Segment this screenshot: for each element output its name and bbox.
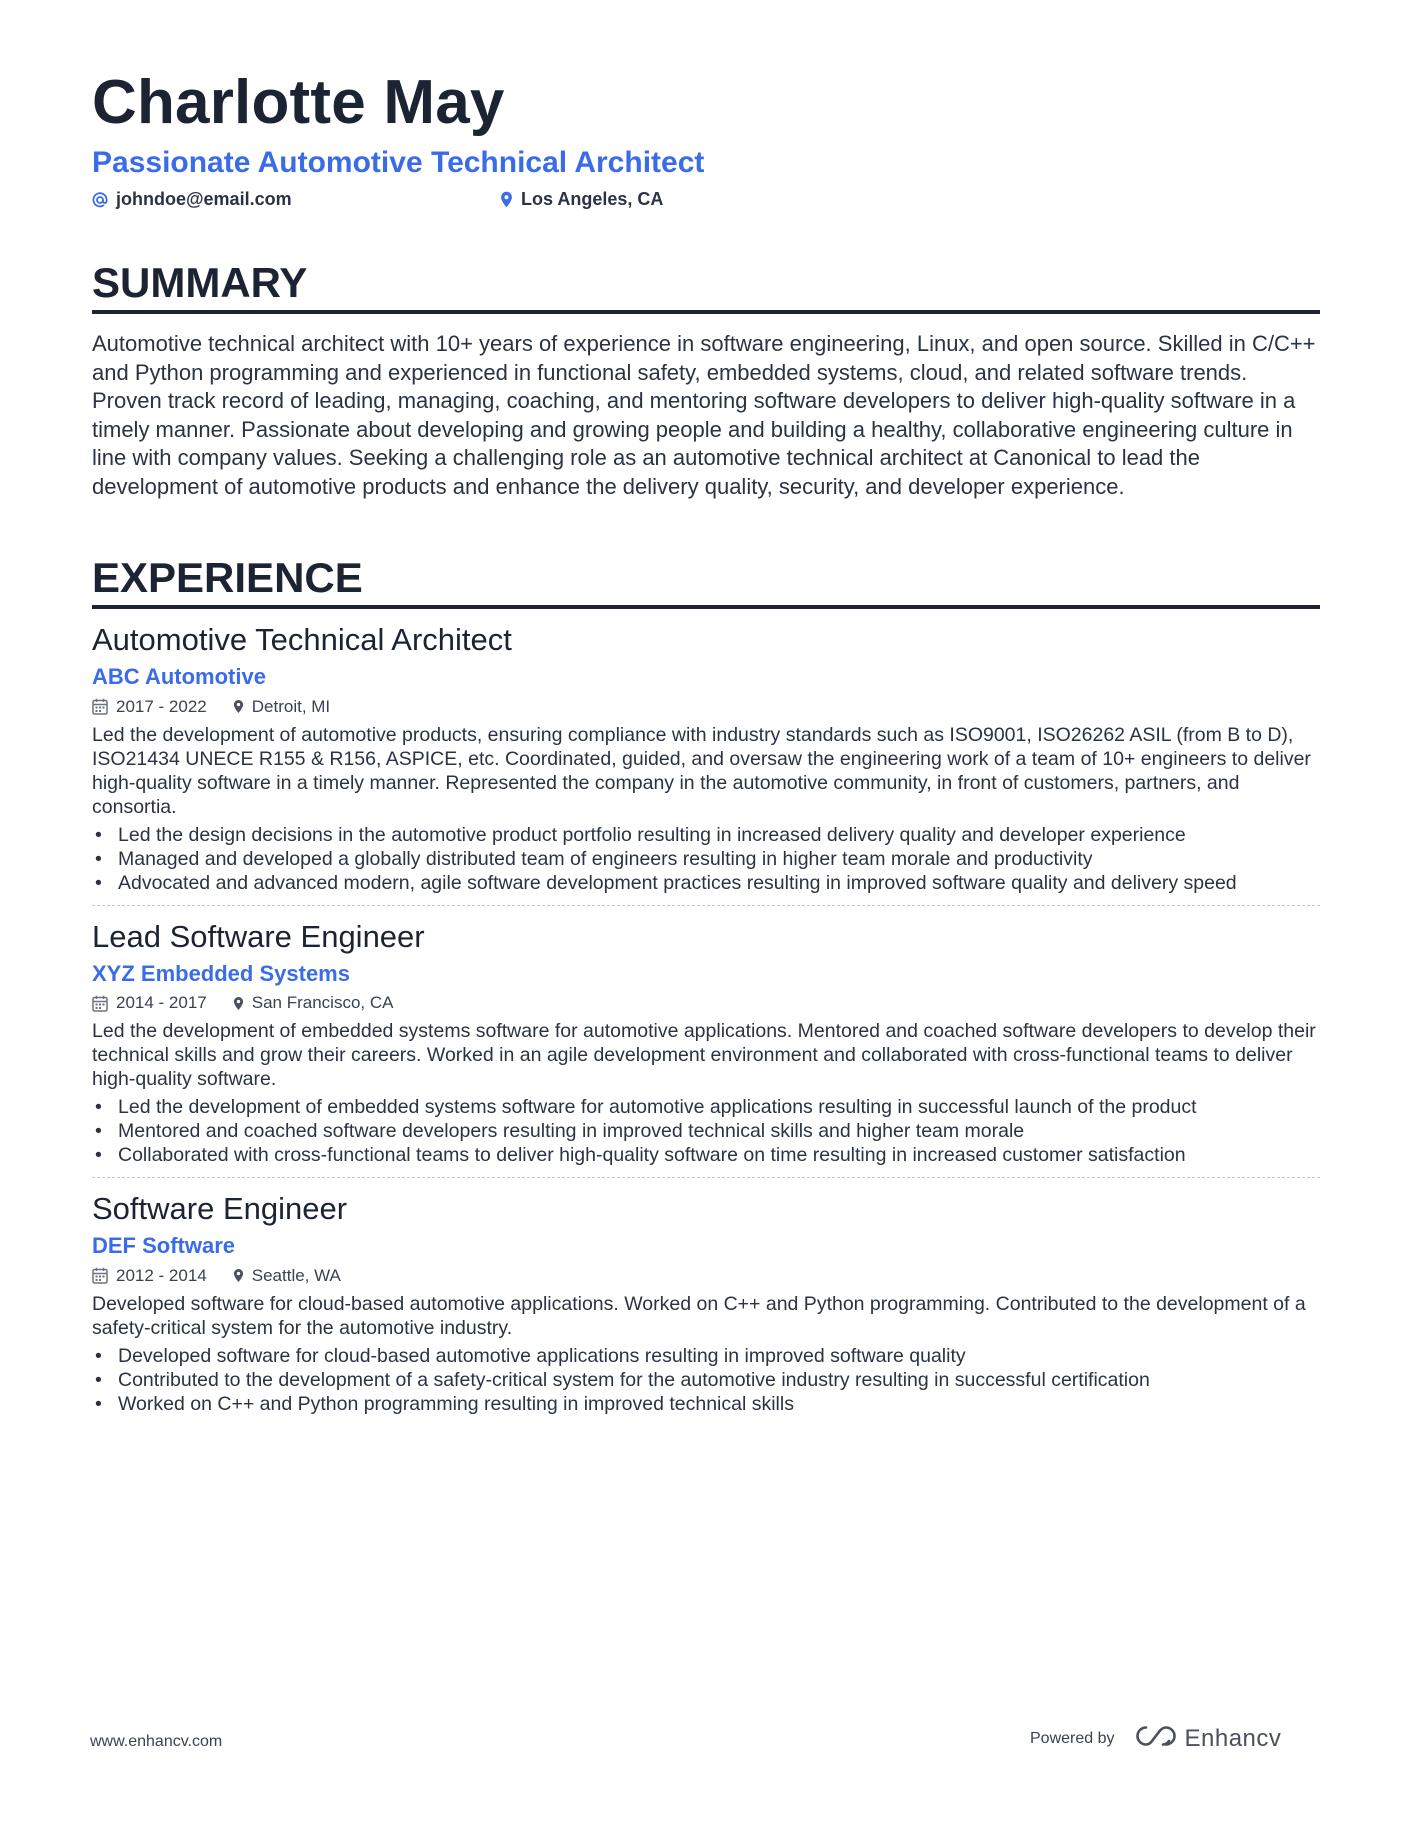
location-text: Los Angeles, CA xyxy=(521,189,664,210)
job-dates xyxy=(92,1266,207,1286)
map-pin-icon xyxy=(233,699,244,714)
job-title: Automotive Technical Architect xyxy=(92,622,512,658)
location-text: Seattle, WA xyxy=(251,1265,341,1285)
experience-heading: EXPERIENCE xyxy=(92,557,1320,609)
powered-by-label: Powered by xyxy=(1030,1729,1115,1747)
job-meta xyxy=(92,697,1320,717)
dates-text: 2014 - 2017 xyxy=(116,993,207,1013)
at-icon xyxy=(92,192,108,208)
map-pin-icon xyxy=(233,996,244,1011)
candidate-name: Charlotte May xyxy=(92,68,505,137)
job-location xyxy=(233,1266,341,1286)
company-name: XYZ Embedded Systems xyxy=(92,960,350,986)
achievement-list xyxy=(92,823,1320,895)
achievement-item: • Advocated and advanced modern, agile software development practices resulting in improved software quality and delivery speed xyxy=(92,871,1320,895)
enhancv-logo[interactable] xyxy=(1133,1723,1282,1754)
job-title: Software Engineer xyxy=(92,1191,348,1227)
summary-heading: SUMMARY xyxy=(92,262,1320,314)
job-dates xyxy=(92,697,207,717)
achievement-item: • Developed software for cloud-based automotive applications resulting in improved software quality xyxy=(92,1344,1320,1368)
resume-header xyxy=(92,70,1320,210)
experience-entry xyxy=(92,905,1320,1178)
map-pin-icon xyxy=(500,191,513,208)
map-pin-icon xyxy=(233,1268,244,1283)
company-name: ABC Automotive xyxy=(92,664,266,690)
location-text: Detroit, MI xyxy=(251,696,331,716)
footer-branding xyxy=(1030,1723,1281,1754)
job-dates xyxy=(92,993,207,1013)
achievement-item: • Managed and developed a globally distributed team of engineers resulting in higher team morale and productivity xyxy=(92,847,1320,871)
company-name: DEF Software xyxy=(92,1233,236,1259)
achievement-item: • Led the development of embedded systems software for automotive applications resulting in successful launch of the product xyxy=(92,1095,1320,1119)
achievement-item: • Collaborated with cross-functional teams to deliver high-quality software on time resulting in increased customer satisfaction xyxy=(92,1143,1320,1167)
job-location xyxy=(233,697,330,717)
achievement-item: • Led the design decisions in the automotive product portfolio resulting in increased delivery quality and developer experience xyxy=(92,823,1320,847)
dates-text: 2017 - 2022 xyxy=(116,696,207,716)
job-location xyxy=(233,993,394,1013)
experience-entry xyxy=(92,609,1320,905)
contact-row xyxy=(92,189,1320,210)
achievement-item: • Worked on C++ and Python programming resulting in improved technical skills xyxy=(92,1392,1320,1416)
dates-text: 2012 - 2014 xyxy=(116,1265,207,1285)
achievement-list xyxy=(92,1344,1320,1416)
resume-page xyxy=(92,70,1320,1426)
location-text: San Francisco, CA xyxy=(251,993,394,1013)
calendar-icon xyxy=(92,1267,108,1284)
summary-text: Automotive technical architect with 10+ years of experience in software engineering, Linux, and open source. Skilled in C/C++ and Python programming and experienced in functional safety, embedded systems, cloud, and related software trends. Proven track record of leading, managing, coaching, and mentoring software developers to deliver high-quality software in a timely manner. Passionate about developing and growing people and building a healthy, collaborative engineering culture in line with company values. Seeking a challenging role as an automotive technical architect at Canonical to lead the development of automotive products and enhance the delivery quality, security, and developer experience. xyxy=(92,331,1316,499)
job-description: Developed software for cloud-based automotive applications. Worked on C++ and Python programming. Contributed to the development of a safety-critical system for the automotive industry. xyxy=(92,1292,1306,1339)
email-text: johndoe@email.com xyxy=(116,189,292,210)
job-meta xyxy=(92,993,1320,1013)
job-description: Led the development of embedded systems software for automotive applications. Mentored and coached software developers to develop their technical skills and grow their careers. Worked in an agile development environment and collaborated with cross-functional teams to deliver high-quality software. xyxy=(92,1020,1316,1091)
job-description: Led the development of automotive products, ensuring compliance with industry standards such as ISO9001, ISO26262 ASIL (from B to D), ISO21434 UNECE R155 & R156, ASPICE, etc. Coordinated, guided, and oversaw the engineering work of a team of 10+ engineers to deliver high-quality software in a timely manner. Represented the company in the automotive community, in front of customers, partners, and consortia. xyxy=(92,723,1311,818)
footer-website[interactable]: www.enhancv.com xyxy=(90,1733,223,1750)
job-meta xyxy=(92,1266,1320,1286)
achievement-item: • Contributed to the development of a safety-critical system for the automotive industry resulting in successful certification xyxy=(92,1368,1320,1392)
calendar-icon xyxy=(92,995,108,1012)
contact-email[interactable] xyxy=(92,189,500,210)
experience-entry xyxy=(92,1177,1320,1426)
enhancv-logo-icon xyxy=(1133,1723,1179,1754)
achievement-list xyxy=(92,1095,1320,1167)
achievement-item: • Mentored and coached software developers resulting in improved technical skills and higher team morale xyxy=(92,1119,1320,1143)
job-title: Lead Software Engineer xyxy=(92,918,425,954)
enhancv-brand-name: Enhancv xyxy=(1184,1724,1282,1752)
calendar-icon xyxy=(92,698,108,715)
experience-list xyxy=(92,609,1320,1426)
candidate-headline: Passionate Automotive Technical Architect xyxy=(92,146,705,180)
contact-location xyxy=(500,189,663,210)
